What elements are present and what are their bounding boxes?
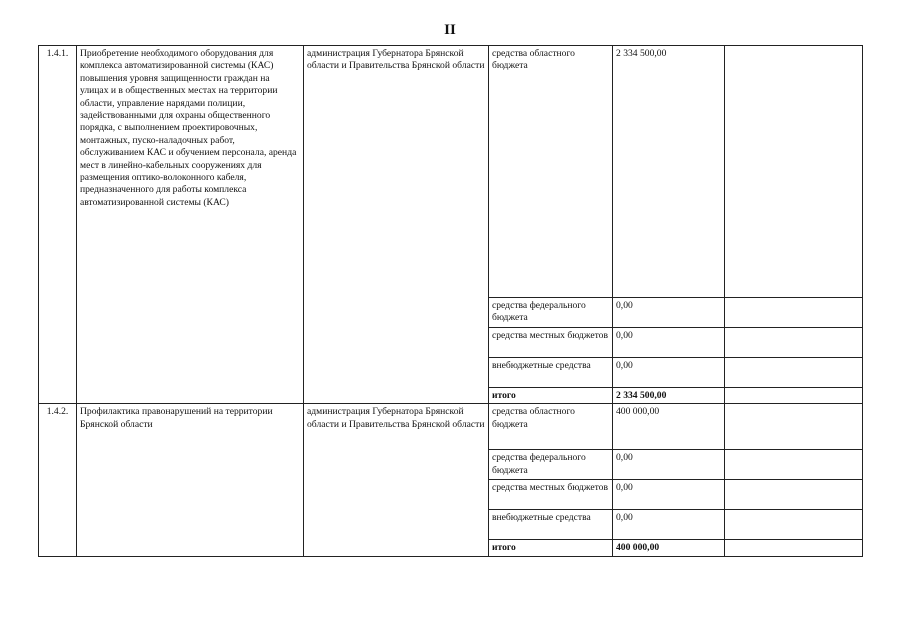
empty-cell xyxy=(725,404,863,450)
source-name: средства местных бюджетов xyxy=(489,480,613,510)
empty-cell xyxy=(725,358,863,388)
activity-cell: Приобретение необходимого оборудования для комплекса автоматизированной системы (КАС) повышения уровня защищенности граждан на улицах и в общественных местах на территории области, управление нарядами полиции, задействованными для охраны общественного порядка, с выполнением проектировочных, монтажных, пуско-наладочных работ, обслуживанием КАС и обучением персонала, аренда мест в линейно-кабельных сооружениях для размещения оптико-волоконного кабеля, предназначенного для работы комплекса автоматизированной системы (КАС) xyxy=(77,46,304,404)
empty-cell xyxy=(725,46,863,298)
table-row xyxy=(39,46,863,298)
source-name: средства федерального бюджета xyxy=(489,298,613,328)
source-amount: 0,00 xyxy=(613,328,725,358)
budget-table xyxy=(38,45,863,557)
row-number: 1.4.1. xyxy=(39,46,77,404)
activity-cell: Профилактика правонарушений на территории Брянской области xyxy=(77,404,304,556)
source-name: средства местных бюджетов xyxy=(489,328,613,358)
source-amount: 0,00 xyxy=(613,358,725,388)
page-number: II xyxy=(444,22,456,38)
executor-cell: администрация Губернатора Брянской области и Правительства Брянской области xyxy=(304,404,489,556)
source-name: средства областного бюджета xyxy=(489,404,613,450)
empty-cell xyxy=(725,298,863,328)
empty-cell xyxy=(725,450,863,480)
source-amount: 2 334 500,00 xyxy=(613,46,725,298)
total-label: итого xyxy=(489,540,613,556)
executor-cell: администрация Губернатора Брянской области и Правительства Брянской области xyxy=(304,46,489,404)
source-amount: 400 000,00 xyxy=(613,404,725,450)
source-name: внебюджетные средства xyxy=(489,510,613,540)
source-amount: 0,00 xyxy=(613,510,725,540)
source-name: внебюджетные средства xyxy=(489,358,613,388)
total-amount: 400 000,00 xyxy=(613,540,725,556)
empty-cell xyxy=(725,480,863,510)
source-amount: 0,00 xyxy=(613,298,725,328)
table-row xyxy=(39,404,863,450)
total-label: итого xyxy=(489,388,613,404)
source-amount: 0,00 xyxy=(613,450,725,480)
source-name: средства областного бюджета xyxy=(489,46,613,298)
empty-cell xyxy=(725,540,863,556)
empty-cell xyxy=(725,328,863,358)
source-name: средства федерального бюджета xyxy=(489,450,613,480)
empty-cell xyxy=(725,388,863,404)
total-amount: 2 334 500,00 xyxy=(613,388,725,404)
empty-cell xyxy=(725,510,863,540)
source-amount: 0,00 xyxy=(613,480,725,510)
row-number: 1.4.2. xyxy=(39,404,77,556)
